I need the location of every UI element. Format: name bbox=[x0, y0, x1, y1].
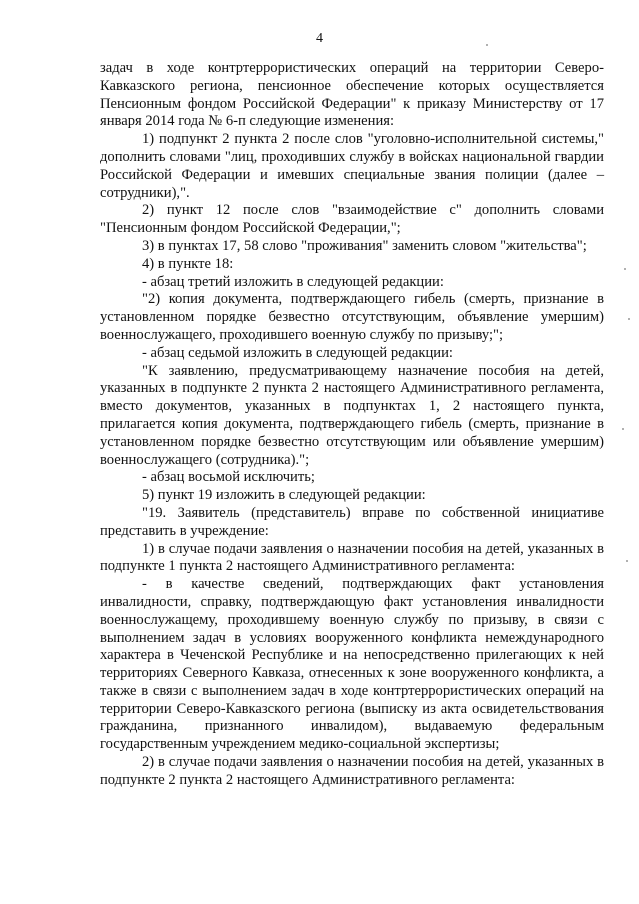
paragraph-amendment-2: 2) пункт 12 после слов "взаимодействие с" дополнить словами "Пенсионным фондом Российской Федерации,"; bbox=[100, 202, 604, 237]
paragraph-clause-19-disability: - в качестве сведений, подтверждающих факт установления инвалидности, справку, подтверждающую факт установления инвалидности военнослужащему, проходившему военную службу по призыву, в связи с выполнением задач в условиях вооруженного конфликта немеждународного характера в Чеченской Республике и на непосредственно прилегающих к ней территориях Северного Кавказа, отнесенных к зоне вооруженного конфликта, а также в связи с выполнением задач в ходе контртеррористических операций на территории Северо-Кавказского региона (выписку из акта освидетельствования гражданина, признанного инвалидом), выдаваемую федеральным государственным учреждением медико-социальной экспертизы; bbox=[100, 576, 604, 753]
scan-speck bbox=[622, 428, 624, 430]
paragraph-abzac-third-text: "2) копия документа, подтверждающего гибель (смерть, признание в установленном порядке безвестно отсутствующим, объявление умершим) военнослужащего, проходившего военную службу по призыву;"; bbox=[100, 291, 604, 343]
paragraph-amendment-5: 5) пункт 19 изложить в следующей редакции: bbox=[142, 487, 426, 504]
paragraph-intro-continuation: задач в ходе контртеррористических операций на территории Северо-Кавказского региона, пенсионное обеспечение которых осуществляется Пенсионным фондом Российской Федерации" к приказу Министерству от 17 января 2014 года № 6-п следующие изменения: bbox=[100, 60, 604, 130]
paragraph-clause-19-item-2: 2) в случае подачи заявления о назначении пособия на детей, указанных в подпункте 2 пункта 2 настоящего Административного регламента: bbox=[100, 754, 604, 788]
paragraph-abzac-seventh-text: "К заявлению, предусматривающему назначение пособия на детей, указанных в подпункте 2 пункта 2 настоящего Административного регламента, вместо документов, указанных в подпунктах 1, 2 настоящего пункта, прилагается копия документа, подтверждающего гибель (смерть, признание в установленном порядке безвестно отсутствующим или объявление умершим) военнослужащего (сотрудника)."; bbox=[100, 362, 604, 468]
paragraph-abzac-third: - абзац третий изложить в следующей редакции: bbox=[142, 273, 444, 290]
paragraph-amendment-4: 4) в пункте 18: bbox=[142, 255, 234, 272]
scan-speck bbox=[624, 268, 626, 270]
paragraph-amendment-3: 3) в пунктах 17, 58 слово "проживания" заменить словом "жительства"; bbox=[142, 237, 587, 254]
page-number: 4 bbox=[316, 31, 323, 46]
scan-speck bbox=[626, 560, 628, 562]
paragraph-abzac-seventh: - абзац седьмой изложить в следующей редакции: bbox=[142, 344, 453, 361]
scan-speck bbox=[628, 318, 630, 320]
paragraph-clause-19: "19. Заявитель (представитель) вправе по собственной инициативе представить в учреждение: bbox=[100, 504, 604, 539]
paragraph-clause-19-item-1: 1) в случае подачи заявления о назначении пособия на детей, указанных в подпункте 1 пункта 2 настоящего Административного регламента: bbox=[100, 540, 604, 575]
scan-speck bbox=[486, 44, 488, 46]
paragraph-amendment-1: 1) подпункт 2 пункта 2 после слов "уголовно-исполнительной системы," дополнить словами "лиц, проходивших службу в войсках национальной гвардии Российской Федерации и имевших специальные звания полиции (далее – сотрудники),". bbox=[100, 131, 604, 201]
document-body bbox=[100, 60, 604, 790]
paragraph-abzac-eighth: - абзац восьмой исключить; bbox=[142, 469, 315, 486]
